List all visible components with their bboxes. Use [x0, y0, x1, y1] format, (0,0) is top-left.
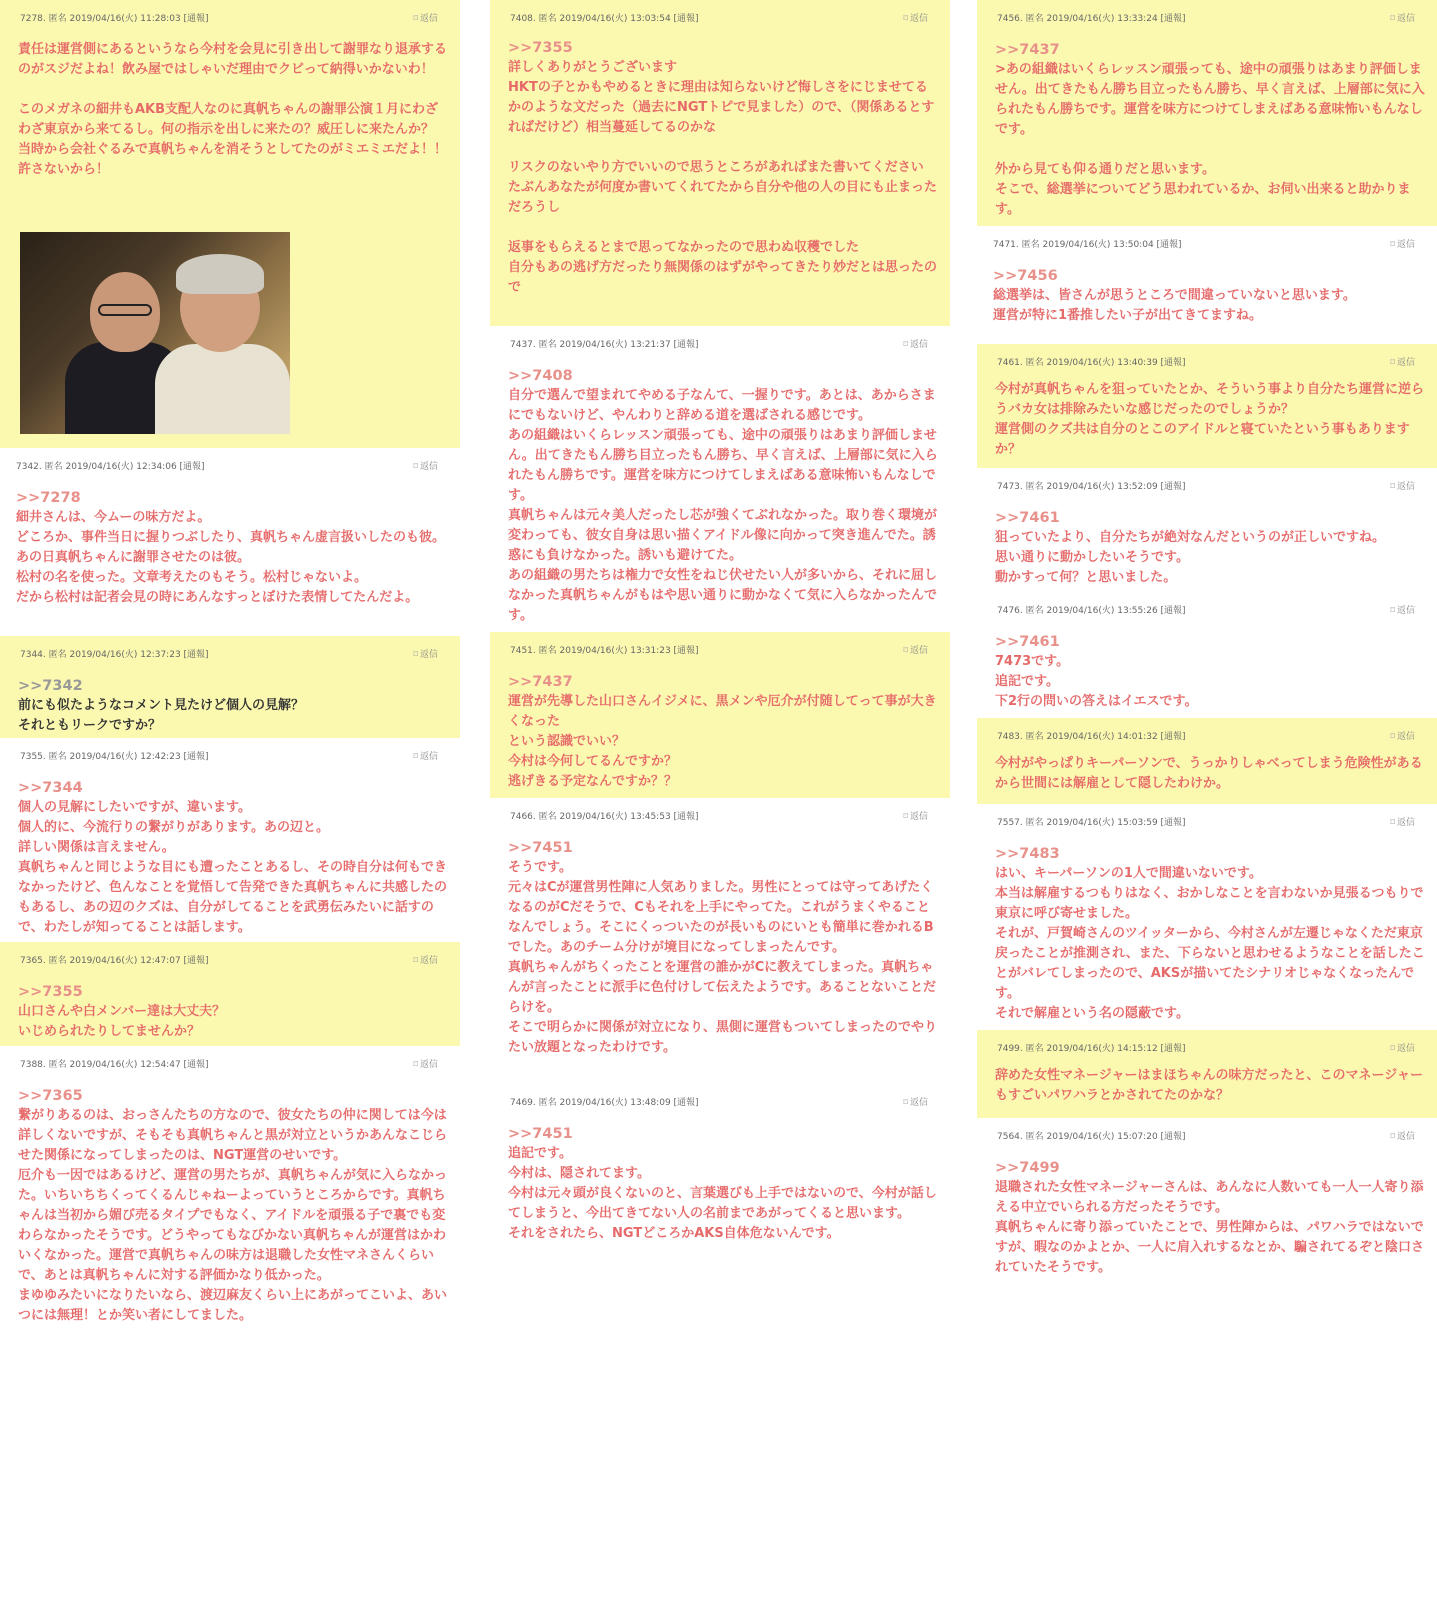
comment-7437 [490, 326, 950, 632]
reply-anchor-link[interactable]: >>7451 [508, 1126, 573, 1142]
comment-meta: 7466. 匿名 2019/04/16(火) 13:45:53 [通報] [510, 812, 699, 822]
reply-icon: ⌑ [413, 14, 418, 24]
comment-meta: 7456. 匿名 2019/04/16(火) 13:33:24 [通報] [997, 14, 1186, 24]
reply-icon: ⌑ [413, 462, 418, 472]
comment-meta: 7342. 匿名 2019/04/16(火) 12:34:06 [通報] [16, 462, 205, 472]
comment-body: 責任は運営側にあるというなら今村を会見に引き出して謝罪なり退承するのがスジだよね！飲み屋ではしゃいだ理由でクビって納得いかないわ！ このメガネの細井もAKB支配人なのに真帆ちゃんの謝罪公演１月にわざわざ東京から来てるし。何の指示を出しに来たの？威圧しに来たんか？ 当時から会社ぐるみで真帆ちゃんを消そうとしてたのがミエミエだよ！！許さないから！ [18, 42, 448, 177]
comment-7365 [0, 942, 460, 1046]
comment-body: 細井さんは、今ムーの味方だよ。 どころか、事件当日に握りつぶしたり、真帆ちゃん虚言扱いしたのも彼。 あの日真帆ちゃんに謝罪させたのは彼。 松村の名を使った。文章考えたのもそう。松村じゃないよ。 だから松村は記者会見の時にあんなすっとぼけた表情してたんだよ。 [16, 510, 446, 605]
comment-body: 自分で選んで望まれてやめる子なんて、一握りです。あとは、あからさまにでもないけど、やんわりと辞める道を選ばされる感じです。 あの組織はいくらレッスン頑張っても、途中の頑張りはあまり評価しません。出てきたもん勝ち目立ったもん勝ち、早く言えば、上層部に気に入られたもん勝ちです。運営を味方につけてしまえばある意味怖いもんなしです。 真帆ちゃんは元々美人だったし芯が強くてぶれなかった。取り巻く環境が変わっても、彼女自身は思い描くアイドル像に向かって突き進んでた。誘惑にも負けなかった。誘いも避けてた。 あの組織の男たちは権力で女性をねじ伏せたい人が多いから、それに屈しなかった真帆ちゃんがもはや思い通りに動かなくて気に入らなかったんです。 [508, 388, 938, 623]
reply-icon: ⌑ [413, 1060, 418, 1070]
reply-button[interactable]: ⌑ 返信 [1390, 818, 1415, 828]
comment-meta: 7388. 匿名 2019/04/16(火) 12:54:47 [通報] [20, 1060, 209, 1070]
reply-icon: ⌑ [413, 752, 418, 762]
reply-icon: ⌑ [903, 340, 908, 350]
reply-button[interactable]: ⌑ 返信 [1390, 606, 1415, 616]
reply-button[interactable]: ⌑ 返信 [903, 14, 928, 24]
comment-body: 前にも似たようなコメント見たけど個人の見解？ それともリークですか？ [18, 698, 305, 733]
attached-photo[interactable] [20, 232, 290, 434]
comment-meta: 7355. 匿名 2019/04/16(火) 12:42:23 [通報] [20, 752, 209, 762]
reply-icon: ⌑ [1390, 482, 1395, 492]
comment-meta: 7499. 匿名 2019/04/16(火) 14:15:12 [通報] [997, 1044, 1186, 1054]
reply-button[interactable]: ⌑ 返信 [1390, 482, 1415, 492]
comment-body: 詳しくありがとうございます HKTの子とかもやめるときに理由は知らないけど悔しさをにじませてるかのような文だった（過去にNGTトピで見ました）ので、（関係あるとすればだけど）相当蔓延してるのかな リスクのないやり方でいいので思うところがあればまた書いてください たぶんあなたが何度か書いてくれてたから自分や他の人の目にも止まっただろうし 返事をもらえるとまで思ってなかったので思わぬ収穫でした 自分もあの逃げ方だったり無関係のはずがやってきたり妙だとは思ったので [508, 60, 938, 295]
comment-meta: 7471. 匿名 2019/04/16(火) 13:50:04 [通報] [993, 240, 1182, 250]
reply-button[interactable]: ⌑ 返信 [1390, 1044, 1415, 1054]
reply-anchor-link[interactable]: >>7342 [18, 678, 83, 694]
comment-7557 [977, 804, 1437, 1030]
reply-icon: ⌑ [903, 14, 908, 24]
reply-anchor-link[interactable]: >>7456 [993, 268, 1058, 284]
comment-meta: 7408. 匿名 2019/04/16(火) 13:03:54 [通報] [510, 14, 699, 24]
reply-button[interactable]: ⌑ 返信 [903, 646, 928, 656]
reply-anchor-link[interactable]: >>7278 [16, 490, 81, 506]
reply-button[interactable]: ⌑ 返信 [413, 1060, 438, 1070]
reply-icon: ⌑ [903, 646, 908, 656]
reply-anchor-link[interactable]: >>7461 [995, 510, 1060, 526]
reply-anchor-link[interactable]: >>7344 [18, 780, 83, 796]
comment-7476 [977, 592, 1437, 718]
reply-button[interactable]: ⌑ 返信 [413, 462, 438, 472]
comment-body: 山口さんや白メンバー達は大丈夫？ いじめられたりしてませんか？ [18, 1004, 226, 1039]
reply-anchor-link[interactable]: >>7365 [18, 1088, 83, 1104]
reply-button[interactable]: ⌑ 返信 [1390, 14, 1415, 24]
comment-7456 [977, 0, 1437, 226]
comment-body: >あの組織はいくらレッスン頑張っても、途中の頑張りはあまり評価しません。出てきたもん勝ち目立ったもん勝ち、早く言えば、上層部に気に入られたもん勝ちです。運営を味方につけてしまえばある意味怖いもんなしです。 外から見ても仰る通りだと思います。 そこで、総選挙についてどう思われているか、お伺い出来ると助かります。 [995, 62, 1425, 217]
comment-body: 総選挙は、皆さんが思うところで間違っていないと思います。 運営が特に1番推したい子が出てきてますね。 [993, 288, 1356, 323]
reply-button[interactable]: ⌑ 返信 [1390, 732, 1415, 742]
comment-7469 [490, 1084, 950, 1264]
comment-meta: 7365. 匿名 2019/04/16(火) 12:47:07 [通報] [20, 956, 209, 966]
comment-body: 辞めた女性マネージャーはまほちゃんの味方だったと、このマネージャーもすごいパワハラとかされてたのかな？ [995, 1068, 1423, 1103]
comment-meta: 7469. 匿名 2019/04/16(火) 13:48:09 [通報] [510, 1098, 699, 1108]
comment-body: 今村が真帆ちゃんを狙っていたとか、そういう事より自分たち運営に逆らうバカ女は排除みたいな感じだったのでしょうか？ 運営側のクズ共は自分のとこのアイドルと寝ていたという事もありますか？ [995, 382, 1425, 457]
reply-icon: ⌑ [1390, 606, 1395, 616]
reply-anchor-link[interactable]: >>7408 [508, 368, 573, 384]
reply-anchor-link[interactable]: >>7461 [995, 634, 1060, 650]
comment-body: 7473です。 追記です。 下2行の問いの答えはイエスです。 [995, 654, 1198, 709]
reply-anchor-link[interactable]: >>7355 [18, 984, 83, 1000]
reply-anchor-link[interactable]: >>7355 [508, 40, 573, 56]
comment-7461 [977, 344, 1437, 468]
reply-anchor-link[interactable]: >>7437 [995, 42, 1060, 58]
reply-button[interactable]: ⌑ 返信 [903, 812, 928, 822]
reply-icon: ⌑ [1390, 240, 1395, 250]
comment-meta: 7451. 匿名 2019/04/16(火) 13:31:23 [通報] [510, 646, 699, 656]
reply-icon: ⌑ [1390, 14, 1395, 24]
reply-icon: ⌑ [1390, 358, 1395, 368]
reply-button[interactable]: ⌑ 返信 [903, 1098, 928, 1108]
reply-icon: ⌑ [903, 812, 908, 822]
reply-button[interactable]: ⌑ 返信 [413, 14, 438, 24]
comment-meta: 7476. 匿名 2019/04/16(火) 13:55:26 [通報] [997, 606, 1186, 616]
reply-anchor-link[interactable]: >>7451 [508, 840, 573, 856]
reply-icon: ⌑ [413, 650, 418, 660]
reply-button[interactable]: ⌑ 返信 [1390, 240, 1415, 250]
comment-meta: 7473. 匿名 2019/04/16(火) 13:52:09 [通報] [997, 482, 1186, 492]
comment-body: 運営が先導した山口さんイジメに、黒メンや厄介が付随してって事が大きくなった という認識でいい？ 今村は今何してるんですか？ 逃げきる予定なんですか？？ [508, 694, 937, 789]
comment-meta: 7344. 匿名 2019/04/16(火) 12:37:23 [通報] [20, 650, 209, 660]
comment-7564 [977, 1118, 1437, 1288]
reply-icon: ⌑ [1390, 1044, 1395, 1054]
comment-7388 [0, 1046, 460, 1356]
comment-7471 [977, 226, 1437, 344]
comment-body: はい、キーパーソンの1人で間違いないです。 本当は解雇するつもりはなく、おかしなことを言わないか見張るつもりで東京に呼び寄せました。 それが、戸賀崎さんのツイッターから、今村さんが左遷じゃなくただ東京戻ったことが推測され、また、下らないと思わせるようなことを話したことがバレてしまったので、AKSが描いてたシナリオじゃなくなったんです。 それで解雇という名の隠蔽です。 [995, 866, 1425, 1021]
comment-7499 [977, 1030, 1437, 1118]
reply-icon: ⌑ [1390, 1132, 1395, 1142]
comment-7342 [0, 448, 460, 636]
reply-anchor-link[interactable]: >>7483 [995, 846, 1060, 862]
comment-meta: 7483. 匿名 2019/04/16(火) 14:01:32 [通報] [997, 732, 1186, 742]
reply-icon: ⌑ [413, 956, 418, 966]
reply-icon: ⌑ [903, 1098, 908, 1108]
comment-body: 繋がりあるのは、おっさんたちの方なので、彼女たちの仲に関しては今は詳しくないですが、そもそも真帆ちゃんと黒が対立というかあんなこじらせた関係になってしまったのは、NGT運営のせいです。 厄介も一因ではあるけど、運営の男たちが、真帆ちゃんが気に入らなかった。いちいちちくってくるんじゃねーよっていうところからです。真帆ちゃんは当初から媚び売るタイプでもなく、アイドルを頑張る子で裏でも変わらなかったそうです。どうやってもなびかない真帆ちゃんが運営はかわいくなかった。運営で真帆ちゃんの味方は退職した女性マネさんくらいで、あとは真帆ちゃんに対する評価かなり低かった。 まゆゆみたいになりたいなら、渡辺麻友くらい上にあがってこいよ、あいつには無理！とか笑い者にしてました。 [18, 1108, 448, 1323]
reply-button[interactable]: ⌑ 返信 [413, 752, 438, 762]
comment-7355 [0, 738, 460, 942]
reply-button[interactable]: ⌑ 返信 [413, 650, 438, 660]
reply-anchor-link[interactable]: >>7499 [995, 1160, 1060, 1176]
comment-body: 退職された女性マネージャーさんは、あんなに人数いても一人一人寄り添える中立でいられる方だったそうです。 真帆ちゃんに寄り添っていたことで、男性陣からは、パワハラではないですが、暇なのかよとか、一人に肩入れするなとか、騙されてるぞと陰口されていたそうです。 [995, 1180, 1425, 1275]
comment-body: そうです。 元々はCが運営男性陣に人気ありました。男性にとっては守ってあげたくなるのがCだそうで、Cもそれを上手にやってた。これがうまくやることなんでしょう。そこにくっついたのが長いものにいとも簡単に巻かれるBでした。あのチーム分けが境目になってしまったんです。 真帆ちゃんがちくったことを運営の誰かがCに教えてしまった。真帆ちゃんが言ったことに派手に色付けして伝えたようです。あることないことだらけを。 そこで明らかに関係が対立になり、黒側に運営もついてしまったのでやりたい放題となったわけです。 [508, 860, 938, 1055]
comment-meta: 7564. 匿名 2019/04/16(火) 15:07:20 [通報] [997, 1132, 1186, 1142]
comment-7466 [490, 798, 950, 1082]
reply-anchor-link[interactable]: >>7437 [508, 674, 573, 690]
comment-7473 [977, 468, 1437, 592]
reply-button[interactable]: ⌑ 返信 [1390, 1132, 1415, 1142]
reply-button[interactable]: ⌑ 返信 [903, 340, 928, 350]
comment-body: 今村がやっぱりキーパーソンで、うっかりしゃべってしまう危険性があるから世間には解雇として隠したわけか。 [995, 756, 1423, 791]
reply-button[interactable]: ⌑ 返信 [413, 956, 438, 966]
comment-7483 [977, 718, 1437, 804]
comment-meta: 7461. 匿名 2019/04/16(火) 13:40:39 [通報] [997, 358, 1186, 368]
comment-7344 [0, 636, 460, 738]
comment-body: 追記です。 今村は、隠されてます。 今村は元々頭が良くないのと、言葉選びも上手ではないので、今村が話してしまうと、今出てきてない人の名前まであがってくると思います。 それをされたら、NGTどころかAKS自体危ないんです。 [508, 1146, 937, 1241]
comment-body: 個人の見解にしたいですが、違います。 個人的に、今流行りの繋がりがあります。あの辺と。 詳しい関係は言えません。 真帆ちゃんと同じような目にも遭ったことあるし、その時自分は何もできなかったけど、色んなことを覚悟して告発できた真帆ちゃんに共感したのもあるし、あの辺のクズは、自分がしてることを武勇伝みたいに話すので、わたしが知ってることは話します。 [18, 800, 448, 935]
reply-button[interactable]: ⌑ 返信 [1390, 358, 1415, 368]
comment-meta: 7278. 匿名 2019/04/16(火) 11:28:03 [通報] [20, 14, 209, 24]
comment-body: 狙っていたより、自分たちが絶対なんだというのが正しいですね。 思い通りに動かしたいそうです。 動かすって何？と思いました。 [995, 530, 1386, 585]
comment-7408 [490, 0, 950, 326]
comment-7278 [0, 0, 460, 448]
reply-icon: ⌑ [1390, 732, 1395, 742]
comment-meta: 7557. 匿名 2019/04/16(火) 15:03:59 [通報] [997, 818, 1186, 828]
comment-7451 [490, 632, 950, 798]
reply-icon: ⌑ [1390, 818, 1395, 828]
comment-meta: 7437. 匿名 2019/04/16(火) 13:21:37 [通報] [510, 340, 699, 350]
